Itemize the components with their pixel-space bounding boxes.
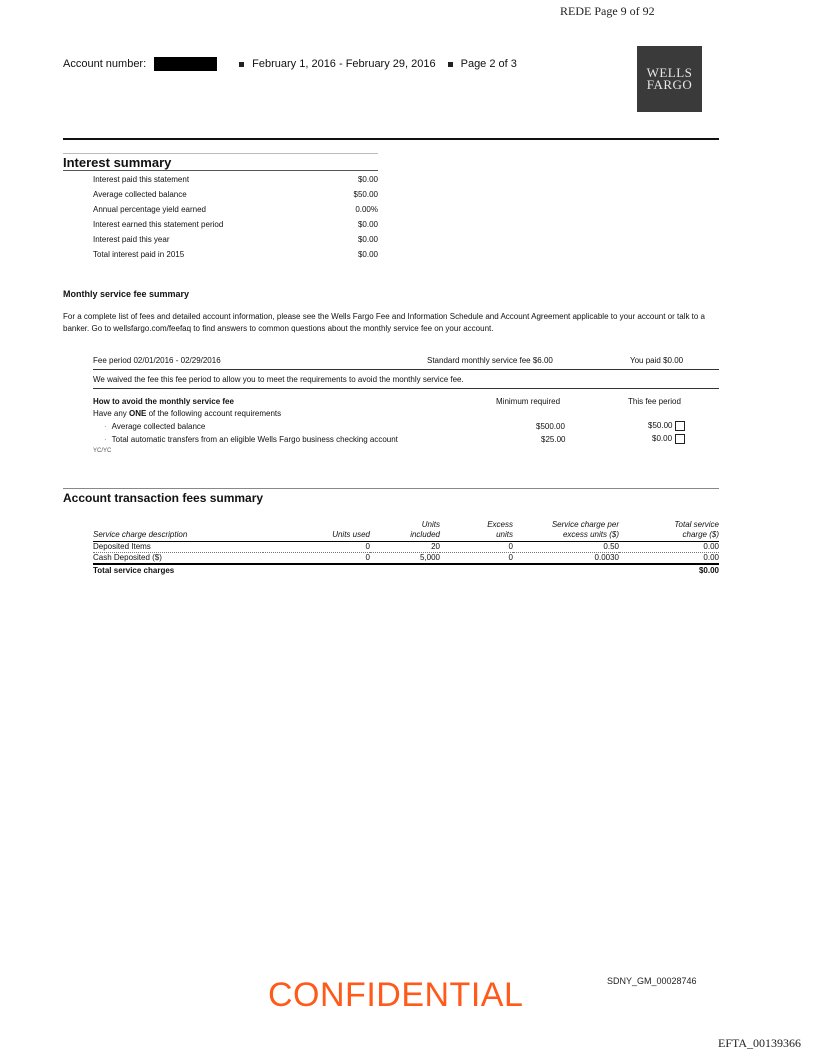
efta-number: EFTA_00139366 <box>718 1036 802 1050</box>
monthly-fee-title: Monthly service fee summary <box>63 289 190 299</box>
requirement-min: $25.00 <box>541 435 566 444</box>
monthly-fee-intro: For a complete list of fees and detailed account information, please see the Wells Fargo Fee and Information Schedule and Account Agreement applicable to your account or talk to a banker. Go to wellsfargo.com/feefaq to find answers to common questions about the monthly service fee on your account. <box>63 312 706 333</box>
section-divider <box>63 170 378 171</box>
minimum-required-header: Minimum required <box>496 397 561 406</box>
interest-summary-title: Interest summary <box>63 155 172 170</box>
header-text: units <box>496 530 513 539</box>
interest-label: Interest paid this statement <box>93 175 190 184</box>
cell-excess-units: 0 <box>440 542 513 553</box>
header-text: Units used <box>332 530 370 539</box>
page-indicator: Page 2 of 3 <box>460 58 517 70</box>
col-total-charge <box>619 520 719 542</box>
requirement-row <box>104 422 205 431</box>
col-description <box>93 520 263 542</box>
table-row <box>93 553 719 565</box>
cell-units-included: 20 <box>370 542 440 553</box>
interest-row <box>93 205 378 214</box>
cell-units-included: 5,000 <box>370 553 440 565</box>
transaction-fees-title: Account transaction fees summary <box>63 491 264 505</box>
interest-row <box>93 235 378 244</box>
header-text: charge ($) <box>682 530 719 539</box>
interest-row <box>93 250 378 259</box>
total-label: Total service charges <box>93 564 619 576</box>
cell-excess-units: 0 <box>440 553 513 565</box>
total-value: $0.00 <box>619 564 719 576</box>
col-units-used <box>263 520 370 542</box>
redacted-account-number <box>154 57 217 71</box>
checkbox-icon <box>675 434 685 444</box>
header-text: Excess <box>487 520 513 529</box>
requirement-intro-text: of the following account requirements <box>146 409 282 418</box>
interest-label: Interest earned this statement period <box>93 220 224 229</box>
cell-total-charge: 0.00 <box>619 553 719 565</box>
cell-charge-per-unit: 0.50 <box>513 542 619 553</box>
logo-line-1: WELLS <box>646 65 693 80</box>
interest-row <box>93 175 378 184</box>
header-divider <box>63 138 719 140</box>
logo-line-2: FARGO <box>646 77 693 92</box>
confidential-stamp: CONFIDENTIAL <box>268 976 524 1014</box>
checkbox-icon <box>675 421 685 431</box>
requirement-label: Total automatic transfers from an eligible Wells Fargo business checking account <box>111 435 398 444</box>
fee-period: Fee period 02/01/2016 - 02/29/2016 <box>93 356 221 365</box>
statement-period: February 1, 2016 - February 29, 2016 <box>252 58 436 70</box>
this-fee-period-header: This fee period <box>628 397 681 406</box>
cell-total-charge: 0.00 <box>619 542 719 553</box>
total-row <box>93 564 719 576</box>
requirement-row <box>104 435 398 444</box>
header-text: included <box>410 530 440 539</box>
interest-value: $0.00 <box>357 250 378 259</box>
account-header <box>63 57 517 71</box>
bates-number: SDNY_GM_00028746 <box>607 976 697 986</box>
section-divider <box>63 488 719 489</box>
requirement-label: Average collected balance <box>111 422 206 431</box>
header-text: Service charge description <box>93 530 188 539</box>
requirement-intro-text: Have any <box>93 409 130 418</box>
waived-note: We waived the fee this fee period to allow you to meet the requirements to avoid the monthly service fee. <box>93 375 464 384</box>
interest-value: $50.00 <box>353 190 378 199</box>
fee-divider <box>93 369 719 370</box>
requirement-actual: $0.00 <box>652 434 673 444</box>
interest-value: $0.00 <box>357 175 378 184</box>
section-divider <box>63 153 378 154</box>
table-header-row <box>93 520 719 542</box>
requirement-intro <box>93 409 281 418</box>
requirement-actual-cell <box>648 421 685 431</box>
fee-code: YC/YC <box>93 448 112 454</box>
cell-units-used: 0 <box>263 553 370 565</box>
interest-value: 0.00% <box>355 205 378 214</box>
bullet-icon <box>448 62 453 67</box>
requirement-actual: $50.00 <box>648 421 673 431</box>
interest-label: Total interest paid in 2015 <box>93 250 185 259</box>
col-excess-units <box>440 520 513 542</box>
header-text: excess units ($) <box>562 530 619 539</box>
col-units-included <box>370 520 440 542</box>
requirement-intro-bold: ONE <box>129 409 147 418</box>
interest-value: $0.00 <box>357 220 378 229</box>
interest-label: Interest paid this year <box>93 235 170 244</box>
requirement-min: $500.00 <box>536 422 565 431</box>
bullet-icon: · <box>104 435 107 444</box>
cell-units-used: 0 <box>263 542 370 553</box>
interest-label: Average collected balance <box>93 190 187 199</box>
you-paid: You paid $0.00 <box>630 356 684 365</box>
standard-fee: Standard monthly service fee $6.00 <box>427 356 553 365</box>
header-text: Service charge per <box>551 520 619 529</box>
interest-row <box>93 190 378 199</box>
page-stamp: REDE Page 9 of 92 <box>560 4 655 18</box>
fee-divider <box>93 388 719 389</box>
interest-label: Annual percentage yield earned <box>93 205 206 214</box>
table-row <box>93 542 719 553</box>
bullet-icon <box>239 62 244 67</box>
cell-charge-per-unit: 0.0030 <box>513 553 619 565</box>
interest-value: $0.00 <box>357 235 378 244</box>
bullet-icon: · <box>104 422 107 431</box>
cell-description: Cash Deposited ($) <box>93 553 263 565</box>
account-number-label: Account number: <box>63 58 147 70</box>
header-text: Total service <box>674 520 719 529</box>
cell-description: Deposited Items <box>93 542 263 553</box>
col-charge-per-unit <box>513 520 619 542</box>
requirement-actual-cell <box>652 434 685 444</box>
transaction-fees-table <box>93 520 719 576</box>
interest-row <box>93 220 378 229</box>
wells-fargo-logo <box>637 46 702 112</box>
header-text: Units <box>421 520 440 529</box>
how-to-avoid-heading: How to avoid the monthly service fee <box>93 397 234 406</box>
